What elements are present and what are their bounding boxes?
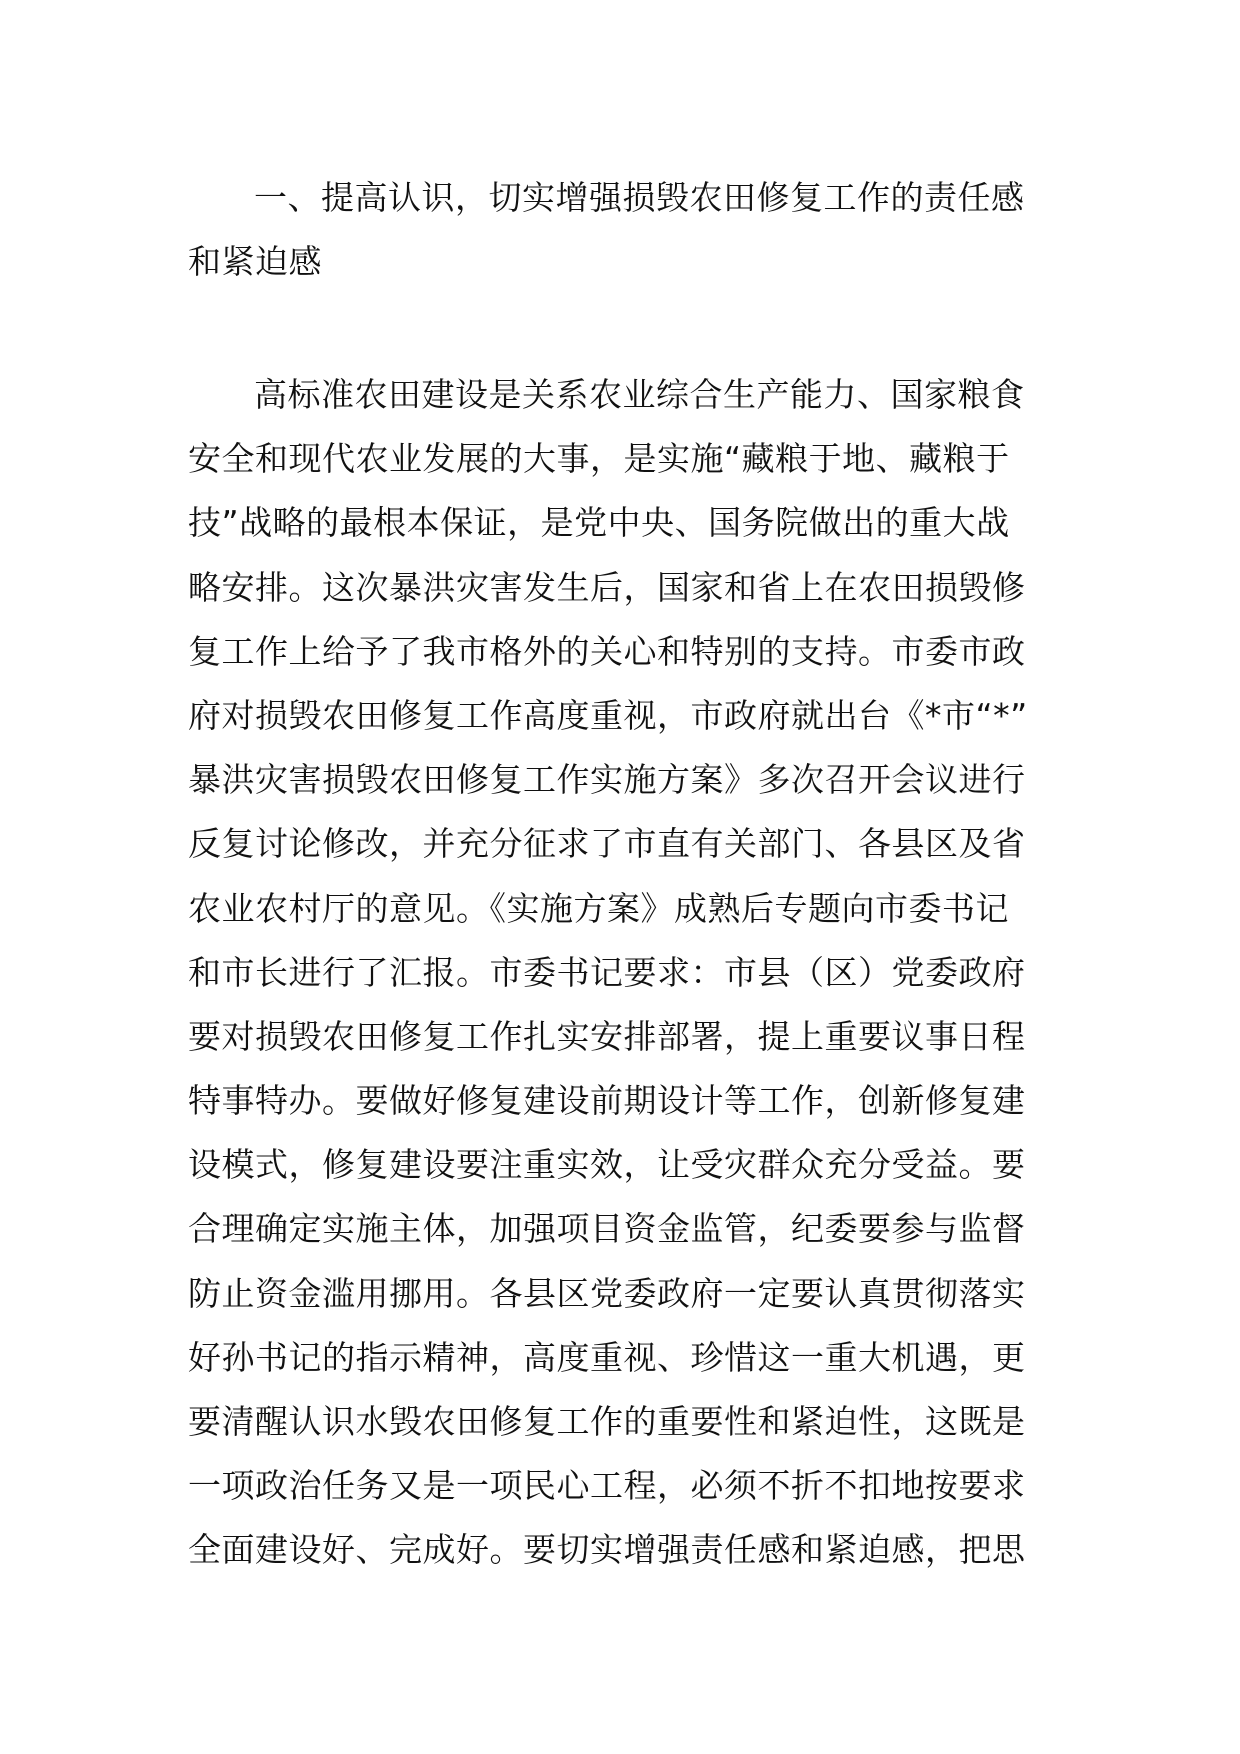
paragraph-line: 复工作上给予了我市格外的关心和特别的支持。市委市政 — [188, 631, 1026, 671]
paragraph-line: 防止资金滥用挪用。各县区党委政府一定要认真贯彻落实 — [188, 1273, 1026, 1313]
paragraph-line: 反复讨论修改，并充分征求了市直有关部门、各县区及省 — [188, 824, 1026, 864]
paragraph-line: 全面建设好、完成好。要切实增强责任感和紧迫感，把思 — [188, 1530, 1026, 1570]
body-paragraph — [188, 363, 1054, 1583]
paragraph-line: 安全和现代农业发展的大事，是实施“藏粮于地、藏粮于 — [188, 439, 1010, 479]
section-heading — [188, 166, 1054, 294]
paragraph-line: 暴洪灾害损毁农田修复工作实施方案》多次召开会议进行 — [188, 760, 1026, 800]
paragraph-line: 好孙书记的指示精神，高度重视、珍惜这一重大机遇，更 — [188, 1337, 1026, 1377]
paragraph-line: 高标准农田建设是关系农业综合生产能力、国家粮食 — [254, 375, 1025, 414]
paragraph-line: 技”战略的最根本保证，是党中央、国务院做出的重大战 — [188, 503, 1010, 543]
paragraph-line: 农业农村厅的意见。《实施方案》成熟后专题向市委书记 — [188, 888, 1009, 928]
paragraph-line: 一项政治任务又是一项民心工程，必须不折不扣地按要求 — [188, 1466, 1026, 1506]
heading-line: 和紧迫感 — [188, 242, 322, 281]
paragraph-line: 要清醒认识水毁农田修复工作的重要性和紧迫性，这既是 — [188, 1402, 1026, 1441]
paragraph-line: 要对损毁农田修复工作扎实安排部署，提上重要议事日程 — [188, 1016, 1026, 1056]
paragraph-line: 设模式，修复建设要注重实效，让受灾群众充分受益。要 — [188, 1145, 1026, 1185]
paragraph-line: 合理确定实施主体，加强项目资金监管，纪委要参与监督 — [188, 1209, 1026, 1249]
paragraph-line: 府对损毁农田修复工作高度重视，市政府就出台《*市“*” — [188, 695, 1028, 735]
paragraph-line: 和市长进行了汇报。市委书记要求：市县（区）党委政府 — [188, 952, 1026, 992]
paragraph-line: 特事特办。要做好修复建设前期设计等工作，创新修复建 — [188, 1081, 1026, 1121]
heading-line: 一、提高认识，切实增强损毁农田修复工作的责任感 — [254, 178, 1025, 217]
paragraph-line: 略安排。这次暴洪灾害发生后，国家和省上在农田损毁修 — [188, 567, 1026, 607]
